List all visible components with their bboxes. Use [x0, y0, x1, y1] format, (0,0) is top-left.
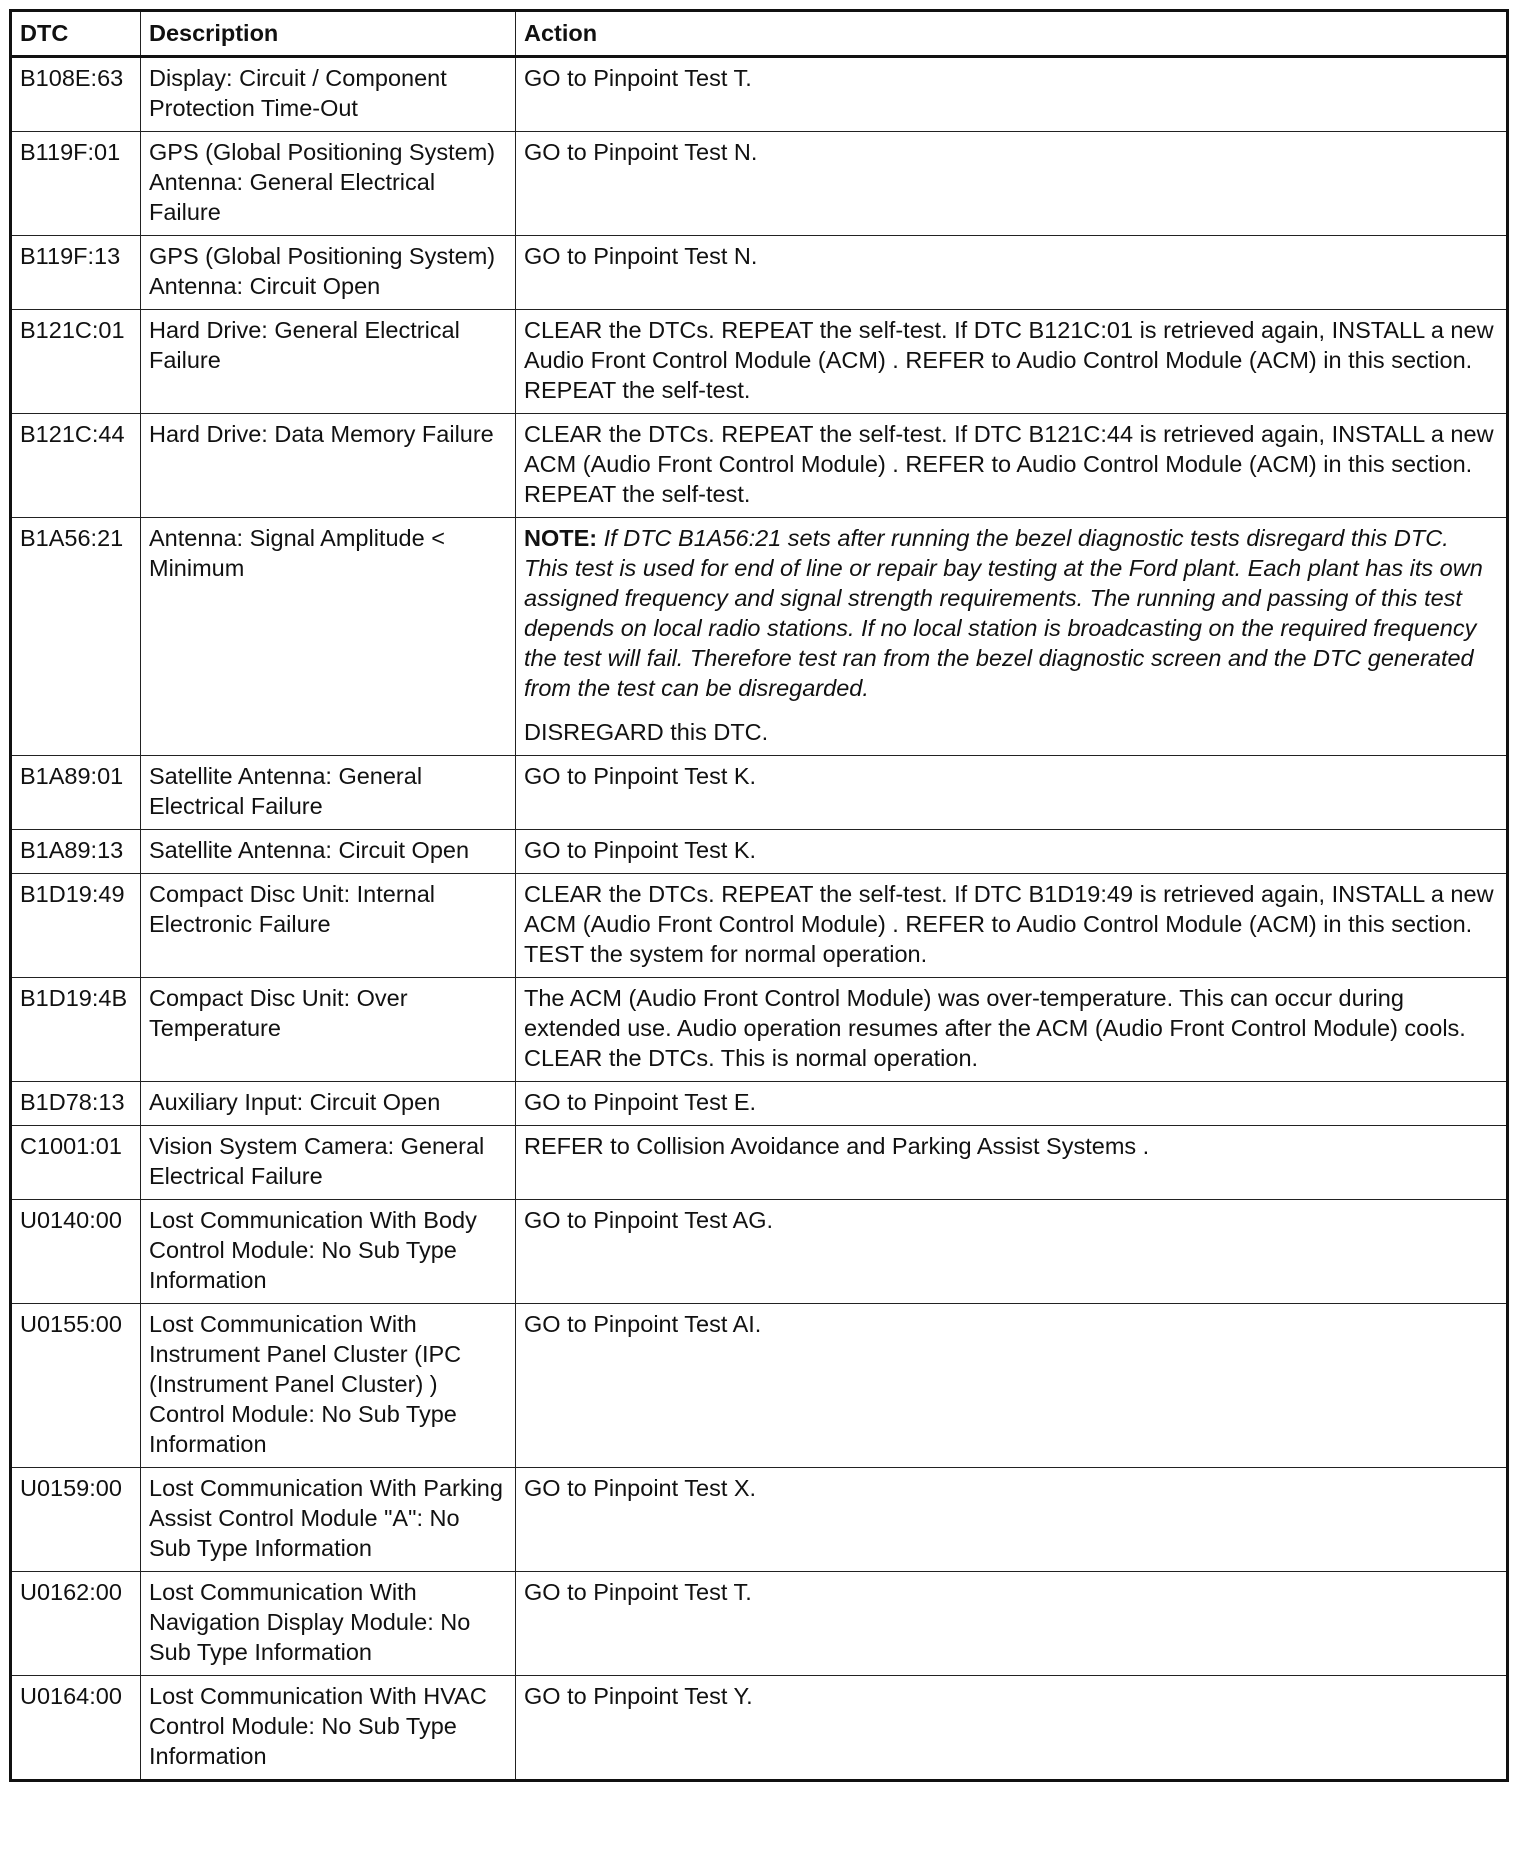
table-row [11, 1572, 1508, 1676]
dtc-code: B1A89:01 [11, 756, 141, 830]
header-dtc: DTC [11, 11, 141, 57]
table-row [11, 830, 1508, 874]
dtc-code: B1A56:21 [11, 518, 141, 756]
dtc-action: GO to Pinpoint Test Y. [516, 1676, 1508, 1781]
dtc-action: GO to Pinpoint Test T. [516, 1572, 1508, 1676]
table-row [11, 132, 1508, 236]
table-row [11, 57, 1508, 132]
note-text: If DTC B1A56:21 sets after running the bezel diagnostic tests disregard this DTC. This test is used for end of line or repair bay testing at the Ford plant. Each plant has its own assigned frequency and signal strength requirements. The running and passing of this test depends on local radio stations. If no local station is broadcasting on the required frequency the test will fail. Therefore test ran from the bezel diagnostic screen and the DTC generated from the test can be disregarded. [524, 525, 1483, 701]
table-row [11, 1304, 1508, 1468]
dtc-code: B119F:01 [11, 132, 141, 236]
dtc-action: GO to Pinpoint Test E. [516, 1082, 1508, 1126]
dtc-description: Display: Circuit / Component Protection Time-Out [141, 57, 516, 132]
dtc-action: GO to Pinpoint Test X. [516, 1468, 1508, 1572]
dtc-action: GO to Pinpoint Test N. [516, 132, 1508, 236]
dtc-action: GO to Pinpoint Test T. [516, 57, 1508, 132]
dtc-code: C1001:01 [11, 1126, 141, 1200]
dtc-action: GO to Pinpoint Test K. [516, 756, 1508, 830]
table-header-row [11, 11, 1508, 57]
dtc-code: B119F:13 [11, 236, 141, 310]
header-action: Action [516, 11, 1508, 57]
dtc-action: GO to Pinpoint Test N. [516, 236, 1508, 310]
dtc-code: U0155:00 [11, 1304, 141, 1468]
table-row [11, 518, 1508, 756]
table-row [11, 756, 1508, 830]
dtc-action: REFER to Collision Avoidance and Parking Assist Systems . [516, 1126, 1508, 1200]
table-row [11, 236, 1508, 310]
dtc-code: U0140:00 [11, 1200, 141, 1304]
dtc-description: GPS (Global Positioning System) Antenna: General Electrical Failure [141, 132, 516, 236]
table-row [11, 1126, 1508, 1200]
dtc-description: Antenna: Signal Amplitude < Minimum [141, 518, 516, 756]
dtc-action-text: DISREGARD this DTC. [524, 719, 769, 745]
dtc-description: Lost Communication With Navigation Display Module: No Sub Type Information [141, 1572, 516, 1676]
header-description: Description [141, 11, 516, 57]
table-row [11, 1082, 1508, 1126]
dtc-description: Satellite Antenna: General Electrical Failure [141, 756, 516, 830]
table-row [11, 414, 1508, 518]
dtc-description: Vision System Camera: General Electrical Failure [141, 1126, 516, 1200]
dtc-code: U0162:00 [11, 1572, 141, 1676]
dtc-code: B1A89:13 [11, 830, 141, 874]
dtc-table [9, 9, 1509, 1782]
dtc-code: U0164:00 [11, 1676, 141, 1781]
dtc-description: Lost Communication With Instrument Panel Cluster (IPC (Instrument Panel Cluster) ) Control Module: No Sub Type Information [141, 1304, 516, 1468]
table-row [11, 874, 1508, 978]
dtc-code: U0159:00 [11, 1468, 141, 1572]
table-row [11, 978, 1508, 1082]
dtc-code: B1D19:49 [11, 874, 141, 978]
table-row [11, 1676, 1508, 1781]
dtc-description: Compact Disc Unit: Internal Electronic Failure [141, 874, 516, 978]
dtc-action: CLEAR the DTCs. REPEAT the self-test. If DTC B1D19:49 is retrieved again, INSTALL a new ACM (Audio Front Control Module) . REFER to Audio Control Module (ACM) in this section. TEST the system for normal operation. [516, 874, 1508, 978]
dtc-action: The ACM (Audio Front Control Module) was over-temperature. This can occur during extended use. Audio operation resumes after the ACM (Audio Front Control Module) cools. CLEAR the DTCs. This is normal operation. [516, 978, 1508, 1082]
dtc-action: GO to Pinpoint Test AG. [516, 1200, 1508, 1304]
dtc-action: CLEAR the DTCs. REPEAT the self-test. If DTC B121C:01 is retrieved again, INSTALL a new Audio Front Control Module (ACM) . REFER to Audio Control Module (ACM) in this section. REPEAT the self-test. [516, 310, 1508, 414]
dtc-description: Lost Communication With HVAC Control Module: No Sub Type Information [141, 1676, 516, 1781]
table-row [11, 310, 1508, 414]
dtc-action [516, 518, 1508, 756]
dtc-description: Hard Drive: Data Memory Failure [141, 414, 516, 518]
dtc-description: GPS (Global Positioning System) Antenna: Circuit Open [141, 236, 516, 310]
dtc-code: B1D19:4B [11, 978, 141, 1082]
dtc-action: GO to Pinpoint Test AI. [516, 1304, 1508, 1468]
dtc-code: B121C:01 [11, 310, 141, 414]
dtc-description: Auxiliary Input: Circuit Open [141, 1082, 516, 1126]
dtc-description: Lost Communication With Parking Assist Control Module "A": No Sub Type Information [141, 1468, 516, 1572]
dtc-action: CLEAR the DTCs. REPEAT the self-test. If DTC B121C:44 is retrieved again, INSTALL a new ACM (Audio Front Control Module) . REFER to Audio Control Module (ACM) in this section. REPEAT the self-test. [516, 414, 1508, 518]
dtc-action: GO to Pinpoint Test K. [516, 830, 1508, 874]
dtc-code: B121C:44 [11, 414, 141, 518]
dtc-description: Compact Disc Unit: Over Temperature [141, 978, 516, 1082]
dtc-description: Satellite Antenna: Circuit Open [141, 830, 516, 874]
dtc-code: B1D78:13 [11, 1082, 141, 1126]
dtc-description: Lost Communication With Body Control Module: No Sub Type Information [141, 1200, 516, 1304]
table-row [11, 1468, 1508, 1572]
table-row [11, 1200, 1508, 1304]
dtc-description: Hard Drive: General Electrical Failure [141, 310, 516, 414]
note-label: NOTE: [524, 525, 598, 551]
dtc-code: B108E:63 [11, 57, 141, 132]
note-paragraph [524, 523, 1498, 703]
